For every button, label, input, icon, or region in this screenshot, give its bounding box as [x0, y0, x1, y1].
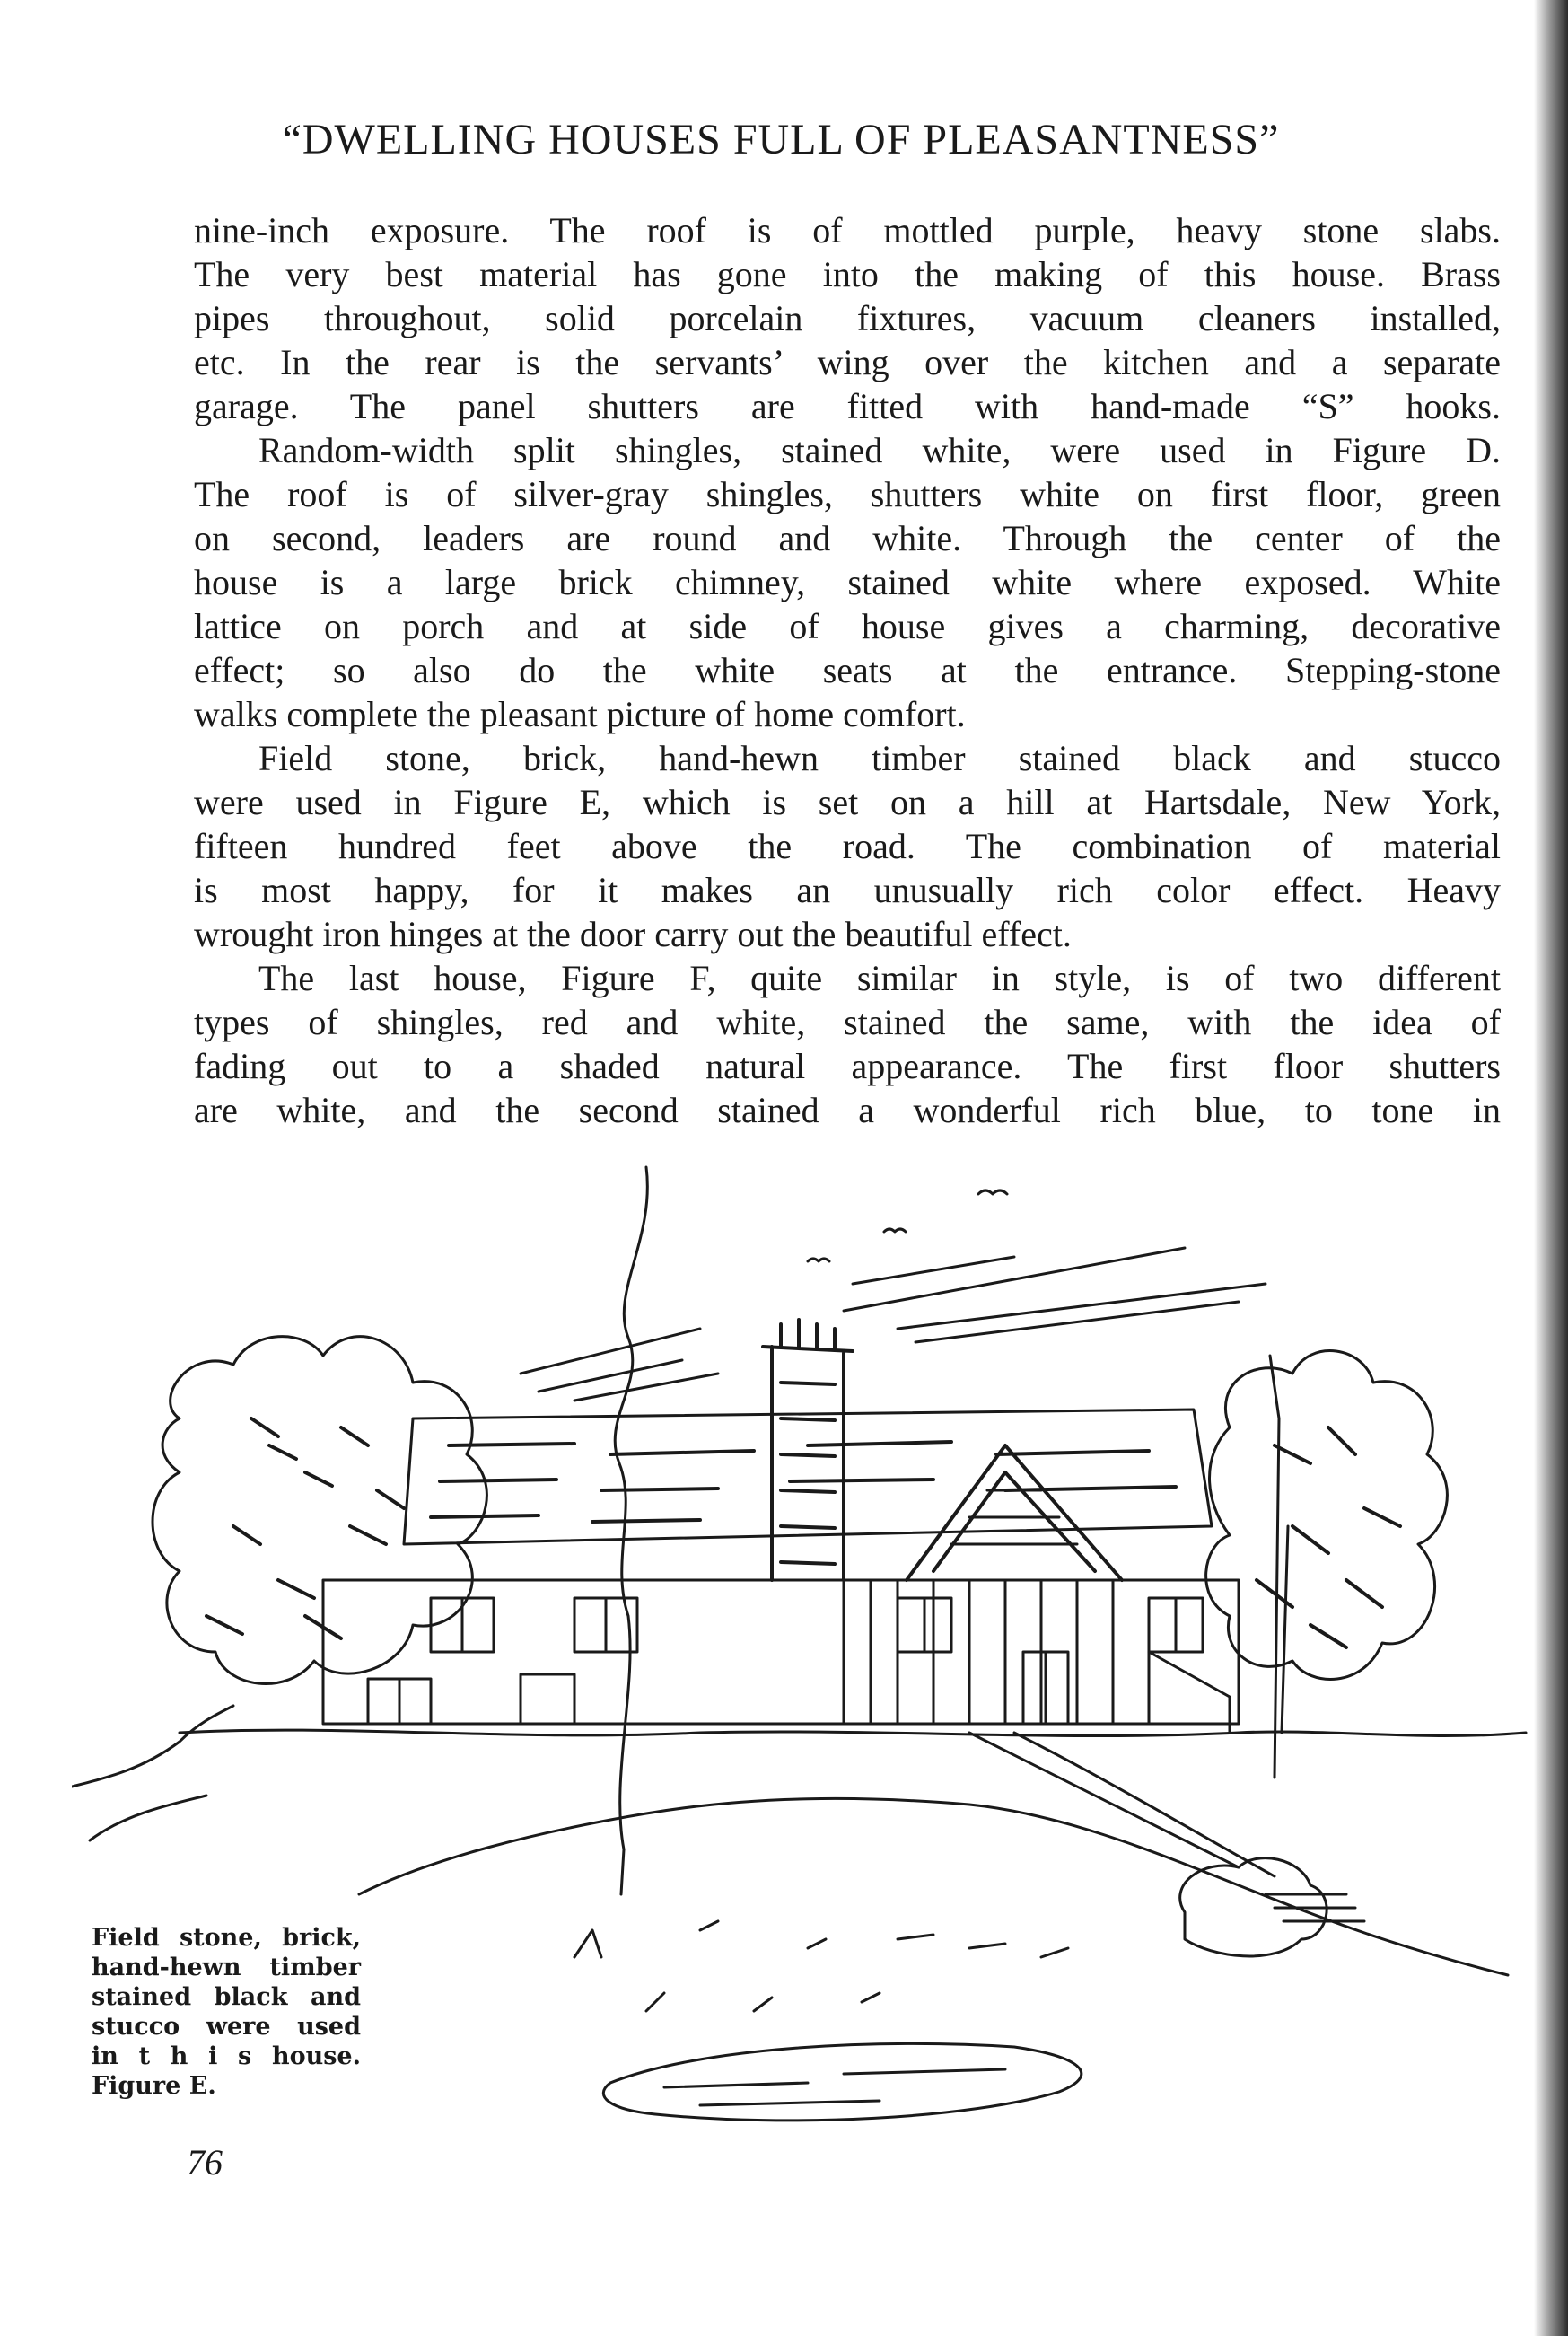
text-line: fifteen hundred feet above the road. The combination of material [194, 826, 1501, 866]
running-head: “DWELLING HOUSES FULL OF PLEASANTNESS” [282, 116, 1280, 163]
text-line: lattice on porch and at side of house gives a charming, decorative [194, 606, 1501, 646]
tree-left [153, 1337, 486, 1684]
text-line: house is a large brick chimney, stained white where exposed. White [194, 562, 1501, 602]
tree-left-hatching [206, 1418, 404, 1638]
window [1149, 1598, 1203, 1652]
text-line: is most happy, for it makes an unusually rich color effect. Heavy [194, 870, 1501, 910]
bird-mark [808, 1259, 829, 1261]
text-line: are white, and the second stained a wonderful rich blue, to tone in [194, 1090, 1501, 1130]
caption-line: Field stone, brick, [92, 1924, 361, 1952]
path-lines [969, 1733, 1275, 1876]
text-line: Random-width split shingles, stained white, were used in Figure D. [258, 430, 1501, 470]
pond-hatching [664, 2069, 1005, 2105]
pond [603, 2043, 1081, 2120]
text-line: wrought iron hinges at the door carry out the beautiful effect. [194, 914, 1072, 954]
window [431, 1598, 494, 1652]
house-roof [404, 1410, 1212, 1544]
caption-line: stucco were used [92, 2013, 361, 2041]
half-timbering [844, 1580, 1113, 1724]
smoke-line [615, 1167, 647, 1894]
text-line: pipes throughout, solid porcelain fixtures, vacuum cleaners installed, [194, 298, 1501, 338]
text-line: fading out to a shaded natural appearance. The first floor shutters [194, 1046, 1501, 1086]
text-line: nine-inch exposure. The roof is of mottled purple, heavy stone slabs. [194, 210, 1501, 250]
bird-mark [884, 1229, 906, 1232]
window [368, 1679, 431, 1724]
gable-hatching [951, 1490, 1077, 1544]
figure-caption [92, 1923, 361, 2101]
window [574, 1598, 637, 1652]
page-edge-shadow [1534, 0, 1568, 2336]
page-number: 76 [187, 2142, 223, 2182]
grass-strokes [574, 1921, 1068, 2011]
caption-line: stained black and [92, 1983, 361, 2011]
sky-hatching [844, 1248, 1266, 1342]
tree-trunk [1270, 1356, 1288, 1778]
bird-mark [978, 1190, 1007, 1194]
text-line: walks complete the pleasant picture of home comfort. [194, 694, 966, 734]
left-bank [72, 1706, 233, 1840]
ground-line [180, 1730, 1526, 1735]
hillside [359, 1798, 1508, 1975]
door [1023, 1652, 1068, 1724]
text-line: The very best material has gone into the making of this house. Brass [194, 254, 1501, 294]
body-text [194, 208, 1501, 1132]
gable [907, 1445, 1122, 1580]
caption-line: hand-hewn timber [92, 1954, 361, 1981]
window [898, 1598, 951, 1652]
text-line: garage. The panel shutters are fitted with hand-made “S” hooks. [194, 386, 1501, 426]
sky-hatching [521, 1329, 718, 1401]
window [521, 1674, 574, 1724]
text-line: types of shingles, red and white, stained the same, with the idea of [194, 1002, 1501, 1042]
caption-line: in t h i s house. [92, 2042, 361, 2070]
caption-line: Figure E. [92, 2072, 216, 2100]
text-line: effect; so also do the white seats at the entrance. Stepping-stone [194, 650, 1501, 690]
text-line: on second, leaders are round and white. Through the center of the [194, 518, 1501, 558]
chimney [763, 1320, 853, 1580]
text-line: were used in Figure E, which is set on a hill at Hartsdale, New York, [194, 782, 1501, 822]
text-line: etc. In the rear is the servants’ wing over the kitchen and a separate [194, 342, 1501, 382]
text-line: The roof is of silver-gray shingles, shutters white on first floor, green [194, 474, 1501, 514]
shrub-hatching [1266, 1894, 1364, 1921]
tree-right [1206, 1351, 1448, 1680]
text-line: The last house, Figure F, quite similar in style, is of two different [258, 958, 1501, 998]
porch [1149, 1652, 1230, 1733]
text-line: Field stone, brick, hand-hewn timber stained black and stucco [258, 738, 1501, 778]
